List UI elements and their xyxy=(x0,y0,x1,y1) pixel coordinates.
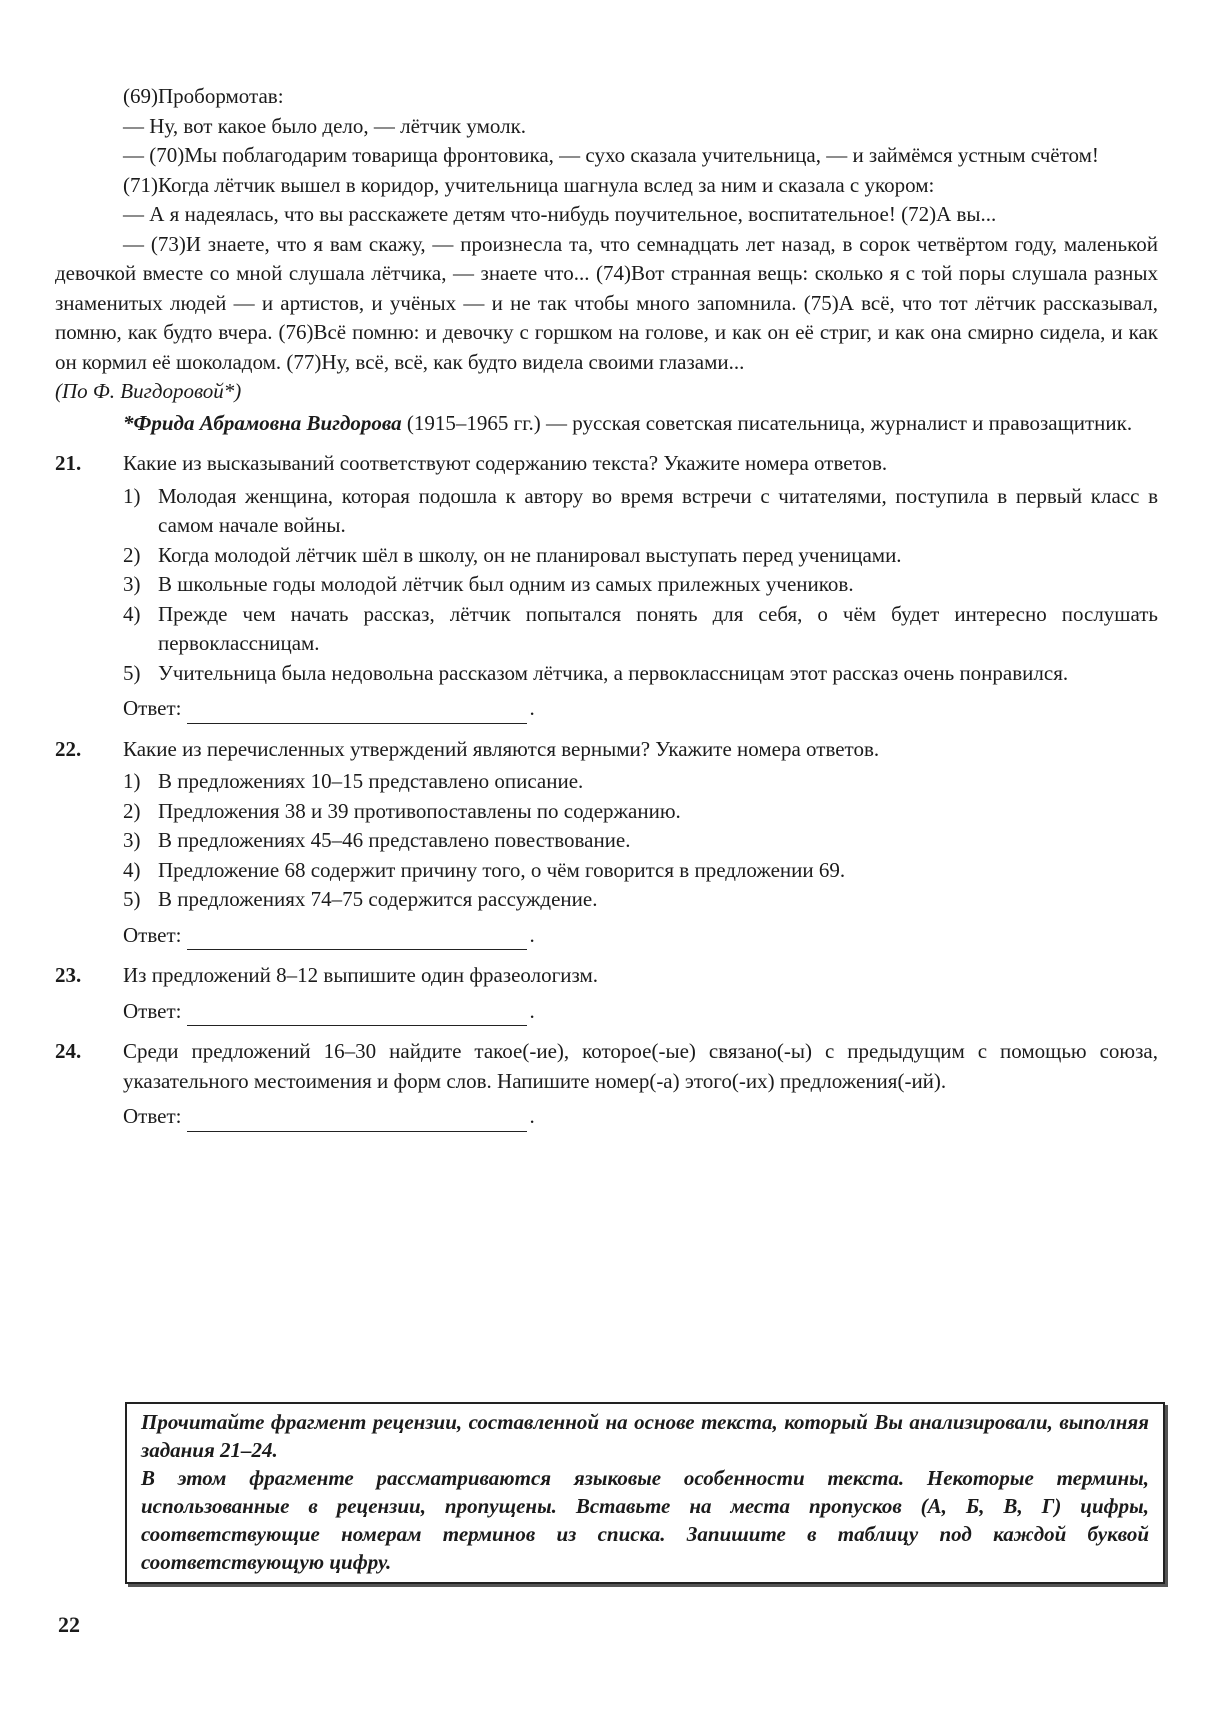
story-paragraph: — (70)Мы поблагодарим товарища фронтовика, — сухо сказала учительница, — и займёмся устным счётом! xyxy=(123,143,1099,167)
option-item xyxy=(123,797,1158,827)
task-number: 22. xyxy=(55,736,82,761)
option-text: В школьные годы молодой лётчик был одним из самых прилежных учеников. xyxy=(158,572,854,596)
answer-dot: . xyxy=(529,922,535,947)
option-item xyxy=(123,856,1158,886)
option-text: Предложения 38 и 39 противопоставлены по содержанию. xyxy=(158,798,681,823)
option-text: В предложениях 74–75 содержится рассуждение. xyxy=(158,887,598,911)
answer-label: Ответ: xyxy=(123,998,182,1023)
story-paragraph: (69)Пробормотав: xyxy=(123,84,284,108)
option-number: 3) xyxy=(123,572,141,596)
answer-label: Ответ: xyxy=(123,1104,182,1128)
task-question: Среди предложений 16–30 найдите такое(-ие), которое(-ые) связано(-ы) с предыдущим с помощью союза, указательного местоимения и форм слов. Напишите номер(-а) этого(-их) предложения(-ий). xyxy=(123,1039,1158,1093)
answer-field[interactable] xyxy=(187,702,527,724)
story-paragraph: (71)Когда лётчик вышел в коридор, учительница шагнула вслед за ним и сказала с укором: xyxy=(123,172,935,197)
option-item xyxy=(123,570,1158,600)
footnote-text: (1915–1965 гг.) — русская советская писательница, журналист и правозащитник. xyxy=(401,410,1133,435)
task-number: 23. xyxy=(55,963,82,987)
task-number: 21. xyxy=(55,451,82,475)
option-number: 2) xyxy=(123,798,141,823)
answer-row xyxy=(123,694,1158,724)
task-22 xyxy=(55,735,1158,951)
answer-dot: . xyxy=(529,696,535,720)
option-number: 3) xyxy=(123,828,141,852)
option-number: 1) xyxy=(123,769,141,793)
task-number: 24. xyxy=(55,1039,82,1063)
option-item xyxy=(123,767,1158,797)
task-question: Какие из перечисленных утверждений являются верными? Укажите номера ответов. xyxy=(123,736,880,761)
answer-row xyxy=(123,1102,1158,1132)
answer-dot: . xyxy=(529,1104,535,1128)
story-source: (По Ф. Вигдоровой*) xyxy=(55,379,242,403)
option-item xyxy=(123,600,1158,659)
answer-row xyxy=(123,921,1158,951)
task-21 xyxy=(55,449,1158,724)
answer-label: Ответ: xyxy=(123,922,182,947)
option-item xyxy=(123,885,1158,915)
task-question: Какие из высказываний соответствуют содержанию текста? Укажите номера ответов. xyxy=(123,451,888,475)
task-23 xyxy=(55,961,1158,1026)
task-options xyxy=(123,767,1158,915)
answer-dot: . xyxy=(529,998,535,1023)
option-number: 4) xyxy=(123,601,141,626)
option-text: Предложение 68 содержит причину того, о чём говорится в предложении 69. xyxy=(158,857,846,882)
option-number: 4) xyxy=(123,857,141,882)
option-item xyxy=(123,541,1158,571)
answer-row xyxy=(123,997,1158,1027)
option-number: 2) xyxy=(123,542,141,567)
instruction-box xyxy=(125,1402,1165,1584)
task-24 xyxy=(55,1037,1158,1132)
task-question: Из предложений 8–12 выпишите один фразеологизм. xyxy=(123,963,599,987)
option-text: Прежде чем начать рассказ, лётчик попытался понять для себя, о чём будет интересно послушать первоклассницам. xyxy=(158,601,1158,655)
story-text xyxy=(55,82,1158,438)
option-item xyxy=(123,826,1158,856)
story-paragraph: — Ну, вот какое было дело, — лётчик умолк. xyxy=(123,113,527,138)
instruction-line-2: В этом фрагменте рассматриваются языковые особенности текста. Некоторые термины, использованные в рецензии, пропущены. Вставьте на места пропусков (А, Б, В, Г) цифры, соответствующие номерам терминов из списка. Запишите в таблицу под каждой буквой соответствующую цифру. xyxy=(141,1466,1149,1574)
option-text: Учительница была недовольна рассказом лётчика, а первоклассницам этот рассказ очень понравился. xyxy=(158,660,1069,685)
option-text: В предложениях 45–46 представлено повествование. xyxy=(158,828,631,852)
footnote-name: *Фрида Абрамовна Вигдорова xyxy=(123,410,402,435)
option-number: 5) xyxy=(123,887,141,911)
answer-field[interactable] xyxy=(187,928,527,950)
option-item xyxy=(123,482,1158,541)
option-text: Молодая женщина, которая подошла к автору во время встречи с читателями, поступила в первый класс в самом начале войны. xyxy=(158,483,1158,537)
page-number: 22 xyxy=(58,1612,80,1637)
story-paragraph: — (73)И знаете, что я вам скажу, — произнесла та, что семнадцать лет назад, в сорок четвёртом году, маленькой девочкой вместе со мной слушала лётчика, — знаете что... (74)Вот странная вещь: сколько я с той поры слушала разных знаменитых людей — и артистов, и учёных — и не так чтобы много запомнила. (75)А всё, что тот лётчик рассказывал, помню, как будто вчера. (76)Всё помню: и девочку с горшком на голове, и как он её стриг, и как она смирно сидела, и как он кормил её шоколадом. (77)Ну, всё, всё, как будто видела своими глазами... xyxy=(55,231,1158,374)
page-content xyxy=(55,82,1158,1138)
answer-label: Ответ: xyxy=(123,696,182,720)
story-paragraph: — А я надеялась, что вы расскажете детям что-нибудь поучительное, воспитательное! (72)А вы... xyxy=(123,202,997,226)
option-text: В предложениях 10–15 представлено описание. xyxy=(158,769,584,793)
task-options xyxy=(123,482,1158,689)
option-text: Когда молодой лётчик шёл в школу, он не планировал выступать перед ученицами. xyxy=(158,542,902,567)
answer-field[interactable] xyxy=(187,1110,527,1132)
footnote xyxy=(55,409,1158,439)
answer-field[interactable] xyxy=(187,1004,527,1026)
option-item xyxy=(123,659,1158,689)
option-number: 1) xyxy=(123,483,141,508)
option-number: 5) xyxy=(123,660,141,685)
instruction-line-1: Прочитайте фрагмент рецензии, составленной на основе текста, который Вы анализировали, выполняя задания 21–24. xyxy=(141,1410,1149,1462)
